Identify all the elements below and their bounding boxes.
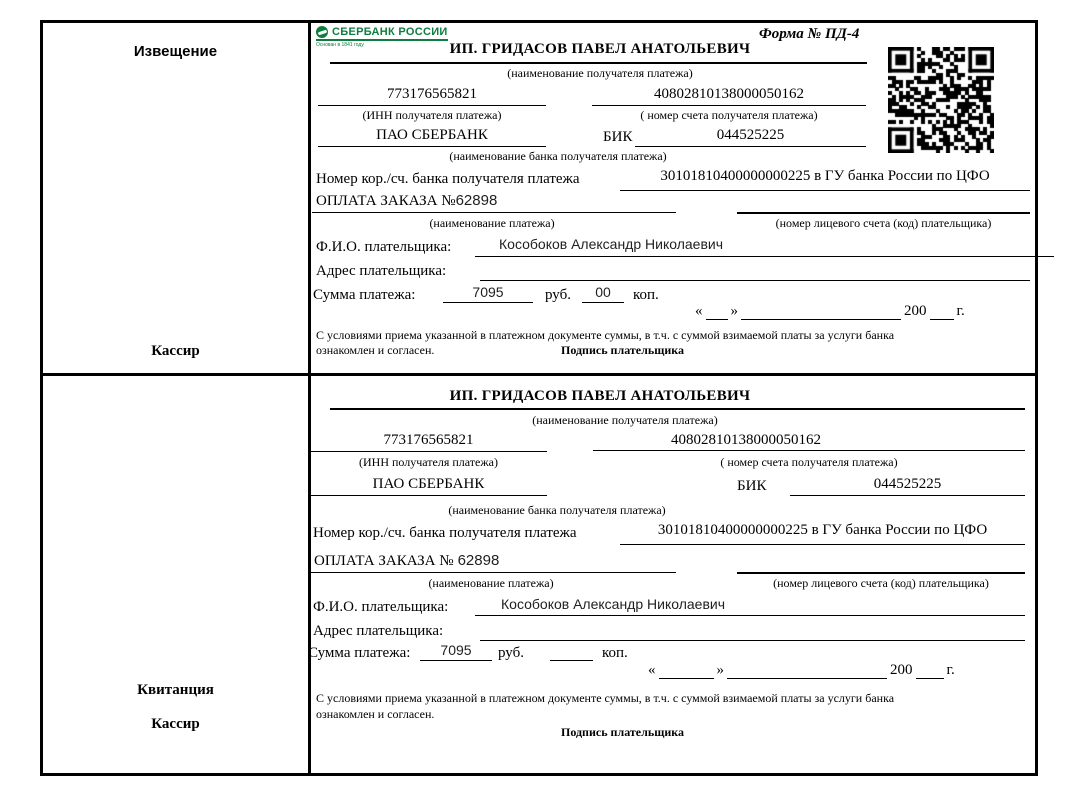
payment-name-label: (наименование платежа) bbox=[429, 216, 555, 230]
date-year-blank bbox=[930, 303, 954, 320]
form-number: Форма № ПД-4 bbox=[759, 26, 860, 42]
cashier-label: Кассир bbox=[151, 343, 200, 359]
payment-sum-label: Сумма платежа: bbox=[313, 287, 416, 303]
kop-label: коп. bbox=[633, 287, 659, 303]
amount-kop-value: 00 bbox=[582, 284, 624, 303]
payee-name-label: (наименование получателя платежа) bbox=[507, 66, 693, 80]
personal-account-label: (номер лицевого счета (код) плательщика) bbox=[775, 216, 992, 230]
year-suffix: г. bbox=[956, 303, 965, 319]
inn-value: 773176565821 bbox=[310, 432, 547, 452]
payment-purpose bbox=[310, 552, 676, 573]
amount-rub-value: 7095 bbox=[420, 642, 492, 661]
bik-label: БИК bbox=[737, 478, 767, 494]
agreement-line1: С условиями приема указанной в платежном документе суммы, в т.ч. с суммой взимаемой платы за услуги банка bbox=[316, 328, 895, 342]
sberbank-logo-text: СБЕРБАНК РОССИИ bbox=[332, 26, 448, 38]
agreement-line1: С условиями приема указанной в платежном документе суммы, в т.ч. с суммой взимаемой платы за услуги банка bbox=[316, 691, 895, 705]
year-prefix: 200 bbox=[890, 662, 913, 678]
section-label-notice: Извещение bbox=[133, 43, 218, 60]
bank-name-value: ПАО СБЕРБАНК bbox=[318, 127, 546, 147]
payee-name-underline bbox=[330, 62, 867, 64]
personal-account-line bbox=[737, 572, 1025, 574]
date-month-blank bbox=[741, 303, 901, 320]
close-quote: » bbox=[716, 662, 724, 678]
bank-name-label: (наименование банка получателя платежа) bbox=[449, 149, 667, 163]
close-quote: » bbox=[730, 303, 738, 319]
personal-account-line bbox=[737, 212, 1030, 214]
payer-address-label: Адрес плательщика: bbox=[316, 263, 447, 279]
date-row bbox=[695, 303, 965, 320]
amount-kop-value bbox=[550, 642, 593, 661]
payer-address-value bbox=[480, 620, 1025, 641]
account-label: ( номер счета получателя платежа) bbox=[640, 108, 818, 122]
date-day-blank bbox=[659, 662, 714, 679]
year-suffix: г. bbox=[946, 662, 955, 678]
payee-name: ИП. ГРИДАСОВ ПАВЕЛ АНАТОЛЬЕВИЧ bbox=[449, 388, 751, 404]
inn-label: (ИНН получателя платежа) bbox=[362, 108, 502, 122]
sberbank-logo-tagline: Основан в 1841 году bbox=[316, 42, 364, 48]
agreement-line2: ознакомлен и согласен. bbox=[316, 343, 435, 357]
amount-rub-value: 7095 bbox=[443, 284, 533, 303]
inn-value: 773176565821 bbox=[318, 86, 546, 106]
date-year-blank bbox=[916, 662, 944, 679]
corr-account-label: Номер кор./сч. банка получателя платежа bbox=[313, 525, 577, 541]
payer-fio-label: Ф.И.О. плательщика: bbox=[316, 239, 452, 255]
payment-purpose bbox=[312, 192, 676, 213]
qr-code bbox=[888, 47, 994, 153]
bank-name-label: (наименование банка получателя платежа) bbox=[448, 503, 666, 517]
payer-address-label: Адрес плательщика: bbox=[313, 623, 444, 639]
cashier-label: Кассир bbox=[151, 716, 200, 732]
payment-name-label: (наименование платежа) bbox=[428, 576, 554, 590]
date-day-blank bbox=[706, 303, 728, 320]
payer-fio-label: Ф.И.О. плательщика: bbox=[313, 599, 449, 615]
corr-account-value: 30101810400000000225 в ГУ банка России по ЦФО bbox=[620, 522, 1025, 545]
account-value: 40802810138000050162 bbox=[592, 86, 866, 106]
personal-account-label: (номер лицевого счета (код) плательщика) bbox=[773, 576, 989, 590]
year-prefix: 200 bbox=[904, 303, 927, 319]
open-quote: « bbox=[648, 662, 656, 678]
bik-value: 044525225 bbox=[790, 476, 1025, 496]
agreement-line2: ознакомлен и согласен. bbox=[316, 707, 435, 721]
corr-account-value: 30101810400000000225 в ГУ банка России по ЦФО bbox=[620, 168, 1030, 191]
order-number: 62898 bbox=[457, 552, 500, 569]
bank-name-value: ПАО СБЕРБАНК bbox=[310, 476, 547, 496]
payment-purpose-prefix: ОПЛАТА ЗАКАЗА № bbox=[316, 193, 456, 209]
payer-fio-value: Кособоков Александр Николаевич bbox=[475, 596, 1025, 616]
rub-label: руб. bbox=[545, 287, 571, 303]
date-row bbox=[648, 662, 955, 679]
date-month-blank bbox=[727, 662, 887, 679]
payee-name-label: (наименование получателя платежа) bbox=[532, 413, 718, 427]
corr-account-label: Номер кор./сч. банка получателя платежа bbox=[316, 171, 580, 187]
payee-name-underline bbox=[330, 408, 1025, 410]
signature-label: Подпись плательщика bbox=[561, 725, 684, 739]
order-number: 62898 bbox=[455, 192, 498, 209]
rub-label: руб. bbox=[498, 645, 524, 661]
payer-address-value bbox=[480, 260, 1030, 281]
kop-label: коп. bbox=[602, 645, 628, 661]
section-label-receipt: Квитанция bbox=[137, 682, 214, 698]
notice-section bbox=[40, 20, 1038, 378]
sberbank-logo-icon bbox=[316, 26, 328, 38]
bik-value: 044525225 bbox=[635, 127, 866, 147]
payee-name: ИП. ГРИДАСОВ ПАВЕЛ АНАТОЛЬЕВИЧ bbox=[449, 41, 751, 57]
column-divider bbox=[308, 23, 311, 375]
payment-purpose-prefix: ОПЛАТА ЗАКАЗА № bbox=[314, 553, 454, 569]
signature-label: Подпись плательщика bbox=[561, 343, 684, 357]
payment-sum-label: Сумма платежа: bbox=[308, 645, 411, 661]
open-quote: « bbox=[695, 303, 703, 319]
account-label: ( номер счета получателя платежа) bbox=[720, 455, 898, 469]
inn-label: (ИНН получателя платежа) bbox=[359, 455, 498, 469]
receipt-section bbox=[40, 373, 1038, 776]
payer-fio-value: Кособоков Александр Николаевич bbox=[475, 236, 1054, 257]
bik-label: БИК bbox=[603, 129, 633, 145]
account-value: 40802810138000050162 bbox=[593, 432, 1025, 451]
